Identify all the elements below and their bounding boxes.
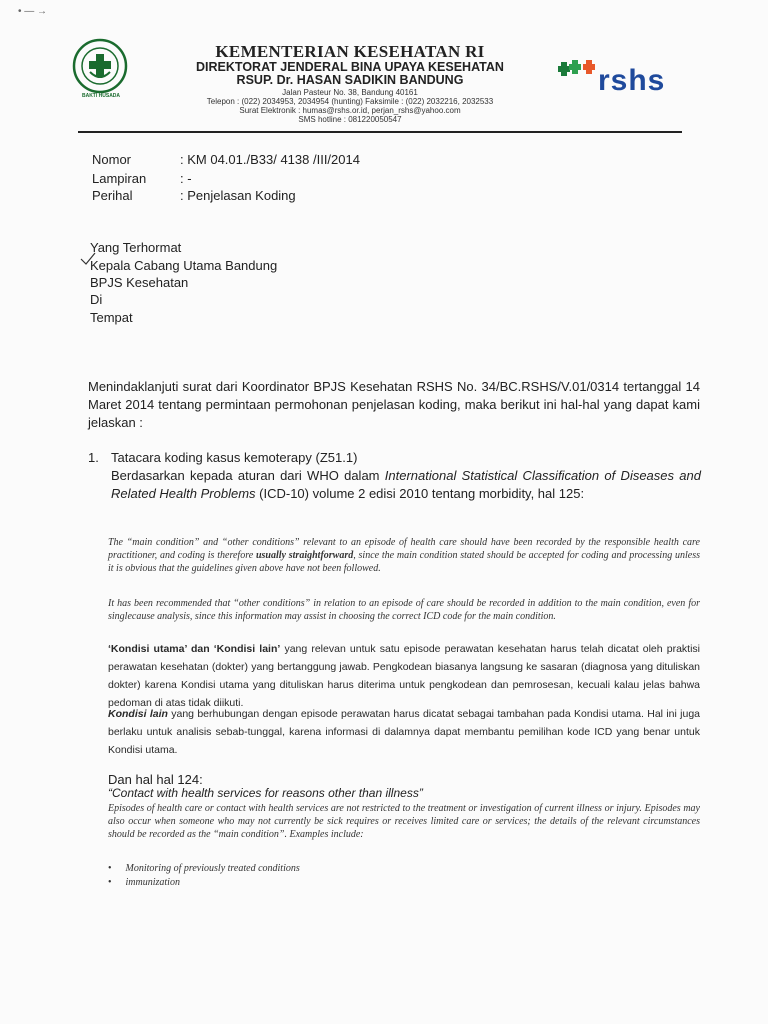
list-item: • Monitoring of previously treated conditions bbox=[108, 863, 300, 874]
checkmark-icon bbox=[80, 252, 96, 266]
section-subheading: “Contact with health services for reasons other than illness” bbox=[108, 786, 423, 800]
item-title: Tatacara koding kasus kemoterapy (Z51.1) bbox=[111, 450, 358, 465]
item-number: 1. bbox=[88, 450, 99, 465]
hospital-phone: Telepon : (022) 2034953, 2034954 (hunting) Faksimile : (022) 2032216, 2032533 bbox=[206, 97, 494, 106]
item-paragraph: Berdasarkan kepada aturan dari WHO dalam International Statistical Classification of Diseases and Related Health Problems (ICD-10) volume 2 edisi 2010 tentang morbidity, hal 125: bbox=[111, 468, 701, 501]
directorate-title: DIREKTORAT JENDERAL BINA UPAYA KESEHATAN bbox=[196, 60, 504, 74]
recipient-line: Yang Terhormat bbox=[90, 240, 182, 255]
corner-mark: • — → bbox=[18, 6, 48, 17]
rshs-logo bbox=[552, 56, 682, 102]
list-item: • immunization bbox=[108, 877, 180, 888]
hospital-sms: SMS hotline : 081220050547 bbox=[298, 115, 402, 124]
recipient-line: Kepala Cabang Utama Bandung bbox=[90, 258, 278, 273]
quote-paragraph-1: The “main condition” and “other conditions” relevant to an episode of health care should have been recorded by the responsible health care practitioner, and coding is therefore usually straightforward, since the main condition stated should be accepted for coding and processing unless it is obvious that the guidelines given above have not been followed. bbox=[108, 537, 700, 574]
bakti-husada-logo bbox=[72, 38, 128, 94]
hospital-address: Jalan Pasteur No. 38, Bandung 40161 bbox=[282, 88, 418, 97]
meta-perihal: Perihal : Penjelasan Koding bbox=[92, 188, 296, 203]
section-heading: Dan hal hal 124: bbox=[108, 772, 203, 787]
header-divider bbox=[78, 131, 682, 133]
logo-left-caption: BAKTI HUSADA bbox=[81, 93, 121, 99]
meta-lampiran: Lampiran : - bbox=[92, 171, 192, 186]
section-paragraph: Episodes of health care or contact with health services are not restricted to the treatment or investigation of current illness or injury. Episodes may also occur when someone who may not currently be sick requires or receives limited care or services; the details of the relevant circumstances should be recorded as the “main condition”. Examples include: bbox=[108, 803, 700, 840]
quote-paragraph-2: It has been recommended that “other conditions” in relation to an episode of care should be recorded in addition to the main condition, even for singlecause analysis, since this information may assist in choosing the correct ICD code for the main condition. bbox=[108, 598, 700, 622]
rshs-wordmark: rshs bbox=[598, 64, 666, 97]
intro-paragraph: Menindaklanjuti surat dari Koordinator BPJS Kesehatan RSHS No. 34/BC.RSHS/V.01/0314 tertanggal 14 Maret 2014 tentang permintaan permohonan penjelasan koding, maka berikut ini hal-hal yang dapat kami jelaskan : bbox=[88, 379, 700, 430]
translation-paragraph-1: ‘Kondisi utama’ dan ‘Kondisi lain’ yang relevan untuk satu episode perawatan kesehatan harus telah dicatat oleh praktisi perawatan kesehatan (dokter) yang bertanggung jawab. Pengkodean biasanya langsung ke sasaran (diagnosa yang dituliskan dokter) karena Kondisi utama yang dituliskan harus diterima untuk pengkodean dan pemrosesan, kecuali kalau jelas bahwa pedoman di atas tidak diikuti. bbox=[108, 643, 700, 709]
hospital-title: RSUP. Dr. HASAN SADIKIN BANDUNG bbox=[236, 73, 464, 87]
recipient-line: Tempat bbox=[90, 310, 133, 325]
meta-nomor: Nomor : KM 04.01./B33/ 4138 /III/2014 bbox=[92, 152, 360, 167]
recipient-line: Di bbox=[90, 292, 103, 307]
recipient-line: BPJS Kesehatan bbox=[90, 275, 189, 290]
translation-paragraph-2: Kondisi lain yang berhubungan dengan episode perawatan harus dicatat sebagai tambahan pada Kondisi utama. Hal ini juga berlaku untuk analisis sebab-tunggal, karena informasi di dalamnya dapat membantu pemilihan kode ICD yang benar untuk Kondisi utama. bbox=[108, 708, 700, 756]
ministry-title: KEMENTERIAN KESEHATAN RI bbox=[215, 42, 485, 61]
hospital-email: Surat Elektronik : humas@rshs.or.id, perjan_rshs@yahoo.com bbox=[239, 106, 461, 115]
